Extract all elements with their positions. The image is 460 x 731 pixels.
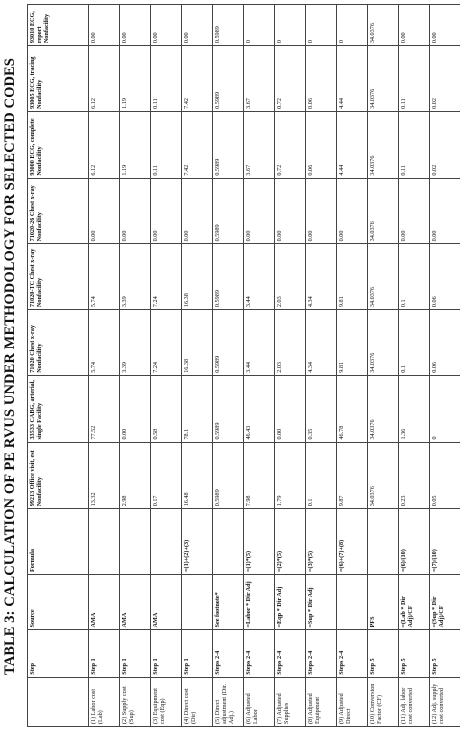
value-cell: 1.19 (120, 111, 151, 178)
source-cell: =(Lab * Dir Adj)/CF (399, 575, 430, 630)
formula-cell (368, 509, 399, 575)
source-cell: =(Sup * Dir Adj)/CF (430, 575, 460, 630)
table-row (244, 5, 275, 727)
column-header: 33533 CABG, arterial, single Facility (28, 375, 89, 442)
value-cell: 0.00 (120, 375, 151, 442)
value-cell: 0.58 (151, 375, 182, 442)
column-header: 93010 ECG, report Nonfacility (28, 5, 89, 46)
value-cell: 4.34 (306, 310, 337, 376)
step-cell: Step 5 (430, 630, 460, 677)
value-cell: 0.5989 (213, 310, 244, 376)
formula-cell: =(6)+(7)+(8) (337, 509, 368, 575)
step-cell: Step 5 (399, 630, 430, 677)
value-cell: 0.05 (430, 442, 460, 509)
value-cell: 34.0376 (368, 244, 399, 310)
value-cell: 0.5989 (213, 5, 244, 46)
table-row (120, 5, 151, 727)
value-cell: 4.34 (306, 244, 337, 310)
value-cell: 13.32 (89, 442, 120, 509)
value-cell: 34.0376 (368, 5, 399, 46)
value-cell: 5.74 (89, 310, 120, 376)
value-cell: 9.81 (337, 310, 368, 376)
value-cell: 0.00 (182, 178, 213, 244)
value-cell: 7.42 (182, 111, 213, 178)
row-label: (12) Adj. supply cost converted (430, 677, 460, 726)
value-cell: 7.24 (151, 244, 182, 310)
column-header: Formula (28, 509, 89, 575)
value-cell: 0.06 (306, 46, 337, 112)
value-cell: 46.43 (244, 375, 275, 442)
value-cell: 0.5989 (213, 178, 244, 244)
column-header: 93005 ECG, tracing Nonfacility (28, 46, 89, 112)
value-cell: 16.38 (182, 310, 213, 376)
table-row (399, 5, 430, 727)
table-row (368, 5, 399, 727)
source-cell: =Sup * Dir Adj (306, 575, 337, 630)
value-cell: 0.00 (430, 178, 460, 244)
value-cell: 3.44 (244, 310, 275, 376)
source-cell: AMA (120, 575, 151, 630)
value-cell: 0.00 (151, 5, 182, 46)
value-cell: 0.00 (337, 178, 368, 244)
formula-cell (151, 509, 182, 575)
value-cell: 0 (275, 5, 306, 46)
value-cell: 9.87 (337, 442, 368, 509)
value-cell: 6.12 (89, 111, 120, 178)
value-cell: 6.12 (89, 46, 120, 112)
value-cell: 46.78 (337, 375, 368, 442)
value-cell: 0.5989 (213, 375, 244, 442)
value-cell: 3.67 (244, 46, 275, 112)
table-row (306, 5, 337, 727)
value-cell: 7.24 (151, 310, 182, 376)
value-cell: 34.0376 (368, 442, 399, 509)
step-cell: Steps 2-4 (306, 630, 337, 677)
table-row (89, 5, 120, 727)
value-cell: 1.79 (275, 442, 306, 509)
value-cell: 0.06 (430, 310, 460, 376)
value-cell: 0.5989 (213, 442, 244, 509)
step-cell: Steps 2-4 (213, 630, 244, 677)
value-cell: 7.98 (244, 442, 275, 509)
value-cell: 34.0376 (368, 310, 399, 376)
column-header: 71020-TC Chest x-ray Nonfacility (28, 244, 89, 310)
step-cell: Steps 2-4 (337, 630, 368, 677)
value-cell: 0.1 (399, 310, 430, 376)
value-cell: 4.44 (337, 111, 368, 178)
column-header: 93000 ECG, complete Nonfacility (28, 111, 89, 178)
value-cell: 0.35 (306, 375, 337, 442)
value-cell: 0.06 (430, 244, 460, 310)
value-cell: 0.00 (399, 178, 430, 244)
value-cell: 78.1 (182, 375, 213, 442)
value-cell: 0.00 (151, 178, 182, 244)
step-cell: Step 1 (151, 630, 182, 677)
value-cell: 16.38 (182, 244, 213, 310)
value-cell: 34.0376 (368, 46, 399, 112)
value-cell: 77.52 (89, 375, 120, 442)
value-cell: 0.5989 (213, 244, 244, 310)
step-cell: Step 1 (120, 630, 151, 677)
formula-cell (213, 509, 244, 575)
value-cell: 16.48 (182, 442, 213, 509)
row-label: (4) Direct cost (Dir) (182, 677, 213, 726)
value-cell: 0.02 (430, 46, 460, 112)
column-header: 99213 Office visit, est Nonfacility (28, 442, 89, 509)
value-cell: 0.00 (120, 178, 151, 244)
source-cell: PFS (368, 575, 399, 630)
table-row (275, 5, 306, 727)
value-cell: 3.44 (244, 244, 275, 310)
value-cell: 0.00 (89, 5, 120, 46)
value-cell: 0.11 (399, 111, 430, 178)
value-cell: 0.00 (275, 375, 306, 442)
value-cell: 0.5989 (213, 46, 244, 112)
formula-cell (89, 509, 120, 575)
column-header: Source (28, 575, 89, 630)
step-cell: Steps 2-4 (244, 630, 275, 677)
row-label: (11) Adj. labor cost converted (399, 677, 430, 726)
table-row (337, 5, 368, 727)
value-cell: 2.03 (275, 310, 306, 376)
value-cell: 0.17 (151, 442, 182, 509)
row-label: (10) Conversion Factor (CF) (368, 677, 399, 726)
row-label: (8) Adjusted Equipment (306, 677, 337, 726)
value-cell: 0.72 (275, 111, 306, 178)
value-cell: 0.00 (120, 5, 151, 46)
row-label: (9) Adjusted Direct (337, 677, 368, 726)
step-cell: Step 1 (89, 630, 120, 677)
row-label: (1) Labor cost (Lab) (89, 677, 120, 726)
value-cell: 34.0376 (368, 375, 399, 442)
row-label: (3) Equipment cost (Eqp) (151, 677, 182, 726)
row-label: (2) Supply cost (Sup) (120, 677, 151, 726)
table-row (151, 5, 182, 727)
source-cell: See footnote* (213, 575, 244, 630)
row-label: (6) Adjusted Labor (244, 677, 275, 726)
value-cell: 0.02 (430, 111, 460, 178)
value-cell: 2.98 (120, 442, 151, 509)
value-cell: 34.0376 (368, 111, 399, 178)
value-cell: 0.1 (306, 442, 337, 509)
value-cell: 0.11 (151, 46, 182, 112)
value-cell: 0 (430, 375, 460, 442)
value-cell: 0 (337, 5, 368, 46)
value-cell: 0.1 (399, 244, 430, 310)
value-cell: 1.36 (399, 375, 430, 442)
source-cell (182, 575, 213, 630)
row-label: (7) Adjusted Supplies (275, 677, 306, 726)
value-cell: 2.03 (275, 244, 306, 310)
table-row (430, 5, 460, 727)
source-cell (337, 575, 368, 630)
formula-cell: =(1)+(2)+(3) (182, 509, 213, 575)
value-cell: 0.00 (275, 178, 306, 244)
value-cell: 7.42 (182, 46, 213, 112)
formula-cell: =(1)*(5) (244, 509, 275, 575)
value-cell: 3.39 (120, 310, 151, 376)
value-cell: 0.00 (306, 178, 337, 244)
value-cell: 0.11 (399, 46, 430, 112)
value-cell: 0.00 (89, 178, 120, 244)
formula-cell: =(2)*(5) (275, 509, 306, 575)
formula-cell: =(7)/(10) (430, 509, 460, 575)
column-header (28, 677, 89, 726)
pe-rvu-table (27, 4, 460, 727)
formula-cell: =(3)*(5) (306, 509, 337, 575)
formula-cell: =(6)/(10) (399, 509, 430, 575)
source-cell: AMA (151, 575, 182, 630)
step-cell: Step 5 (368, 630, 399, 677)
header-row (28, 5, 89, 727)
value-cell: 34.0376 (368, 178, 399, 244)
value-cell: 9.81 (337, 244, 368, 310)
value-cell: 0.23 (399, 442, 430, 509)
table-title: TABLE 3: CALCULATION OF PE RVUS UNDER METHODOLOGY FOR SELECTED CODES (2, 58, 18, 675)
table-row (213, 5, 244, 727)
value-cell: 0.00 (182, 5, 213, 46)
column-header: 71020 Chest x-ray Nonfacility (28, 310, 89, 376)
table-body (89, 5, 460, 727)
value-cell: 4.44 (337, 46, 368, 112)
value-cell: 0.72 (275, 46, 306, 112)
formula-cell (120, 509, 151, 575)
source-cell: AMA (89, 575, 120, 630)
table-row (182, 5, 213, 727)
source-cell: =Eqp * Dir Adj (275, 575, 306, 630)
value-cell: 0.06 (306, 111, 337, 178)
row-label: (5) Direct adjustment (Dir. Adj.) (213, 677, 244, 726)
value-cell: 0.00 (244, 178, 275, 244)
source-cell: =Labor * Dir Adj (244, 575, 275, 630)
value-cell: 3.39 (120, 244, 151, 310)
value-cell: 0.00 (430, 5, 460, 46)
column-header: 71020-26 Chest x-ray Nonfacility (28, 178, 89, 244)
step-cell: Step 1 (182, 630, 213, 677)
value-cell: 1.19 (120, 46, 151, 112)
value-cell: 0.00 (399, 5, 430, 46)
value-cell: 0 (244, 5, 275, 46)
value-cell: 0 (306, 5, 337, 46)
value-cell: 3.67 (244, 111, 275, 178)
value-cell: 0.5989 (213, 111, 244, 178)
value-cell: 0.11 (151, 111, 182, 178)
column-header: Step (28, 630, 89, 677)
value-cell: 5.74 (89, 244, 120, 310)
step-cell: Steps 2-4 (275, 630, 306, 677)
